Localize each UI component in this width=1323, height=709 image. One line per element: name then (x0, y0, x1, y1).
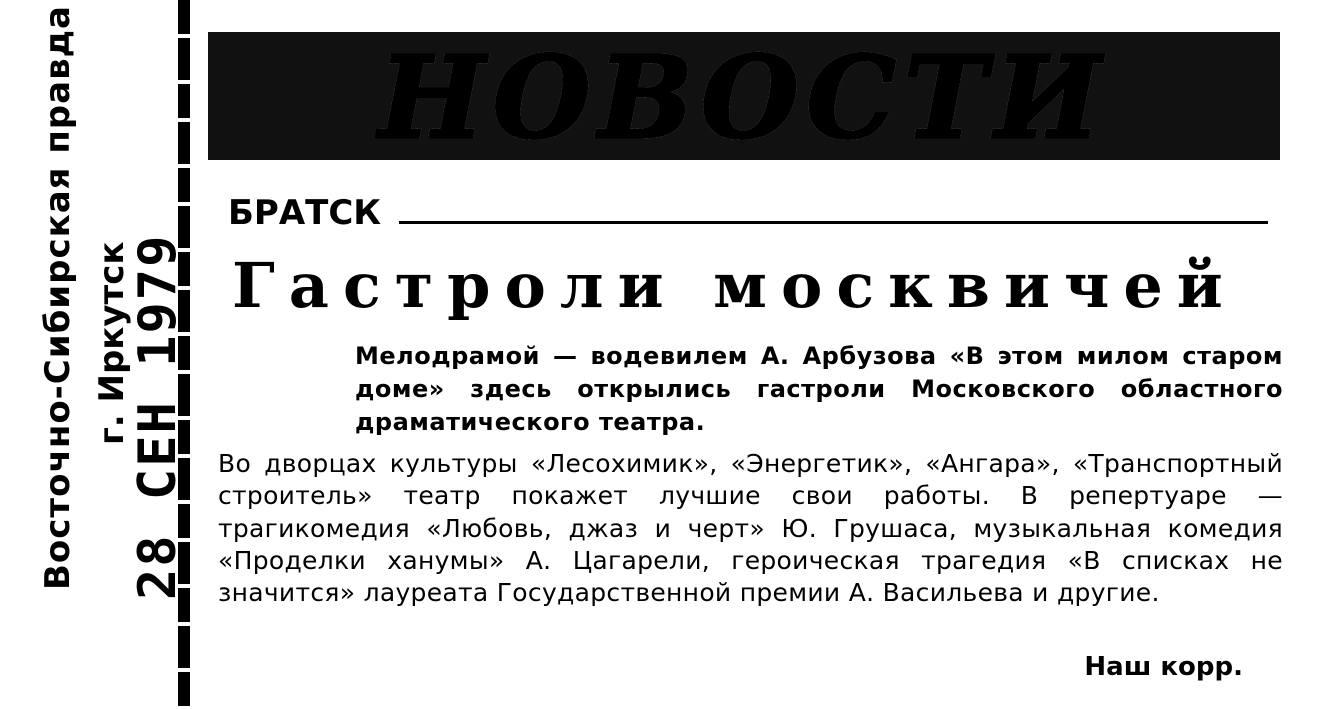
dateline-rule (399, 221, 1268, 224)
article-body (218, 448, 1283, 609)
article-byline: Наш корр. (1084, 652, 1243, 682)
dateline-city: БРАТСК (228, 193, 382, 233)
dateline (228, 190, 1268, 233)
stamp-newspaper-name: Восточно-Сибирская правда (38, 4, 78, 590)
article-body-text: Во дворцах культуры «Лесохимик», «Энергетик», «Ангара», «Транспортный строитель» театр покажет лучшие свои работы. В репертуаре — трагикомедия «Любовь, джаз и черт» Ю. Грушаса, музыкальная комедия «Проделки ханумы» А. Цагарели, героическая трагедия «В списках не значится» лауреата Государственной премии А. Васильева и другие. (218, 449, 1283, 608)
article-headline: Гастроли москвичей (232, 249, 1237, 322)
stamp-date: 28 СЕН 1979 (128, 233, 188, 600)
article-lead (355, 340, 1283, 439)
stamp-city: г. Иркутск (92, 241, 132, 445)
banner-title: НОВОСТИ (379, 33, 1109, 164)
clipping-stamp (0, 0, 215, 709)
article-lead-text: Мелодрамой — водевилем А. Арбузова «В этом милом старом доме» здесь открылись гастроли Московского областного драматического театра. (355, 342, 1283, 436)
section-banner (208, 32, 1280, 164)
